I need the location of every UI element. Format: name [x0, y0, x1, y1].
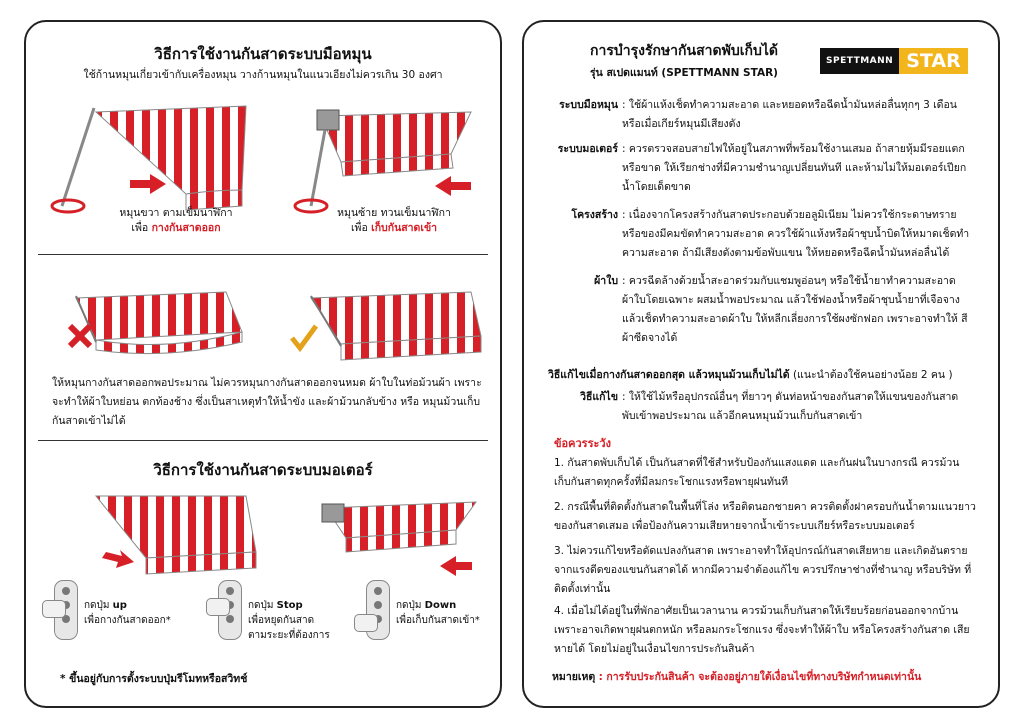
maintenance-item-label: ผ้าใบ	[594, 275, 618, 287]
hand-icon	[206, 598, 230, 616]
maintenance-item-label: ระบบมอเตอร์	[557, 143, 618, 155]
open-caption-prefix: เพื่อ	[131, 222, 152, 234]
stop-caption-line3: ตามระยะที่ต้องการ	[248, 630, 330, 641]
maintenance-item	[524, 96, 994, 140]
close-caption-line1: หมุนซ้าย ทวนเข็มนาฬิกา	[337, 207, 451, 219]
caution-item: 1. กันสาดพับเก็บได้ เป็นกันสาดที่ใช้สำหรับป้องกันแสงแดด และกันฝนในบางกรณี ควรม้วน เก็บกันสาดทุกครั้งที่มีลมกระโชกแรงหรือพายุฝนทันที	[554, 457, 960, 488]
close-caption-prefix: เพื่อ	[350, 222, 372, 234]
down-caption-prefix: กดปุ่ม	[396, 600, 425, 611]
caution-title: ข้อควรระวัง	[554, 437, 611, 450]
motor-awning-open-illustration	[76, 482, 276, 582]
up-caption-button: up	[112, 600, 127, 611]
close-caption-action: เก็บกันสาดเข้า	[371, 222, 438, 234]
maintenance-item-label: ระบบมือหมุน	[559, 99, 618, 111]
maintenance-item	[524, 206, 994, 270]
close-caption	[304, 206, 484, 236]
fix-title: วิธีแก้ไขเมื่อกางกันสาดออกสุด แล้วหมุนม้วนเก็บไม่ได้	[548, 369, 790, 381]
hand-icon	[354, 614, 378, 632]
rotate-clockwise-icon	[52, 200, 84, 212]
divider	[38, 440, 488, 441]
down-caption-button: Down	[424, 600, 457, 611]
open-caption	[86, 206, 266, 236]
fix-note: (แนะนำต้องใช้คนอย่างน้อย 2 คน )	[789, 369, 953, 381]
manual-subtitle: ใช้ก้านหมุนเกี่ยวเข้ากับเครื่องหมุน วางก้านหมุนในแนวเอียงไม่ควรเกิน 30 องศา	[83, 69, 443, 81]
wrong-cross-icon	[66, 322, 94, 350]
awning-open-illustration	[46, 94, 256, 224]
model-subtitle: รุ่น สเปดแมนท์ (SPETTMANN STAR)	[590, 67, 778, 79]
maintenance-item	[524, 140, 994, 204]
up-caption-prefix: กดปุ่ม	[84, 600, 113, 611]
open-caption-action: กางกันสาดออก	[151, 222, 221, 234]
up-caption	[84, 598, 171, 628]
arrow-down-right-icon	[102, 550, 134, 568]
right-panel	[522, 20, 1000, 708]
fix-label: วิธีแก้ไข	[580, 391, 618, 403]
logo-text-spettmann: SPETTMANN	[820, 48, 899, 74]
maintenance-item	[524, 272, 994, 348]
motor-title: วิธีการใช้งานกันสาดระบบมอเตอร์	[153, 461, 373, 479]
arrow-left-icon	[440, 556, 472, 576]
manual-title: วิธีการใช้งานกันสาดระบบมือหมุน	[154, 45, 372, 63]
maintenance-item-text: : เนื่องจากโครงสร้างกันสาดประกอบด้วยอลูมิเนียม ไม่ควรใช้กระดาษทราย หรือของมีคมขัดทำความสะอาด ควรใช้ผ้าแห้งหรือผ้าชุบน้ำบิดให้หมาดเช็ดทำ ความสะอาด ถ้ามีเสียงดังตามข้อพับแขน ให้หยอดหรือฉีดน้ำมันหล่อลื่นได้	[622, 209, 970, 259]
maintenance-title: การบำรุงรักษากันสาดพับเก็บได้	[590, 43, 778, 59]
logo-text-star: STAR	[899, 48, 968, 74]
stop-caption-line2: เพื่อหยุดกันสาด	[248, 615, 315, 626]
stop-caption-button: Stop	[276, 600, 303, 611]
open-caption-line1: หมุนขวา ตามเข็มนาฬิกา	[119, 207, 233, 219]
remark-label: หมายเหตุ	[552, 671, 596, 683]
arrow-right-icon	[130, 174, 166, 194]
correct-check-icon	[288, 322, 320, 354]
maintenance-item-text: : ควรตรวจสอบสายไฟให้อยู่ในสภาพที่พร้อมใช้งานเสมอ ถ้าสายหุ้มมีรอยแตก หรือขาด ให้เรียกช่างที่มีความชำนาญเปลี่ยนทันที และห้ามไม่ให้มอเตอร์เปียก น้ำโดยเด็ดขาด	[622, 143, 967, 193]
down-caption-line2: เพื่อเก็บกันสาดเข้า*	[396, 615, 480, 626]
up-caption-line2: เพื่อกางกันสาดออก*	[84, 615, 171, 626]
brand-logo	[820, 48, 968, 74]
remark-text: : การรับประกันสินค้า จะต้องอยู่ภายใต้เงื่อนไขที่ทางบริษัทกำหนดเท่านั้น	[598, 671, 922, 683]
fix-heading	[548, 366, 988, 383]
arrow-left-icon	[435, 176, 471, 196]
caution-item: 4. เมื่อไม่ได้อยู่ในที่พักอาศัยเป็นเวลานาน ควรม้วนเก็บกันสาดให้เรียบร้อยก่อนออกจากบ้าน เพราะอาจเกิดพายุฝนตกหนัก หรือลมกระโชกแรง ซึ่งจะทำให้ผ้าใบ หรือโครงสร้างกันสาด เสียหายได้ โดยไม่อยู่ในเงื่อนไขการประกันสินค้า	[554, 605, 970, 655]
stop-caption-prefix: กดปุ่ม	[248, 600, 277, 611]
caution-item: 2. กรณีพื้นที่ติดตั้งกันสาดในพื้นที่โล่ง หรือติดนอกชายคา ควรติดตั้งฝาครอบกันน้ำตามแนวยาว ของกันสาดเสมอ เพื่อป้องกันความเสียหายจากน้ำเข้าระบบเกียร์หรือระบบมอเตอร์	[554, 501, 976, 532]
warning-paragraph: ให้หมุนกางกันสาดออกพอประมาณ ไม่ควรหมุนกางกันสาดออกจนหมด ผ้าใบในท่อม้วนผ้า เพราะจะทำให้ผ้าใบหย่อน ตกท้องช้าง ซึ่งเป็นสาเหตุทำให้น้ำขัง และผ้าม้วนกลับข้าง หรือ หมุนม้วนเก็บกันสาดเข้าไม่ได้	[52, 377, 482, 427]
left-panel	[24, 20, 502, 708]
motor-awning-close-illustration	[296, 482, 496, 582]
divider	[38, 254, 488, 255]
footnote: * ขึ้นอยู่กับการตั้งระบบปุ่มรีโมทหรือสวิทช์	[60, 673, 248, 685]
fix-text: : ให้ใช้ไม้หรืออุปกรณ์อื่นๆ ที่ยาวๆ ดันท่อหน้าของกันสาดให้แขนของกันสาด พับเข้าพอประมาณ แล้วอีกคนหมุนม้วนเก็บกันสาดเข้า	[622, 391, 959, 422]
awning-close-illustration	[281, 94, 491, 224]
remark	[552, 668, 921, 685]
stop-caption	[248, 598, 330, 643]
hand-icon	[42, 600, 66, 618]
down-caption	[396, 598, 480, 628]
maintenance-item-label: โครงสร้าง	[571, 209, 618, 221]
maintenance-item-text: : ใช้ผ้าแห้งเช็ดทำความสะอาด และหยอดหรือฉีดน้ำมันหล่อลื่นทุกๆ 3 เดือน หรือเมื่อเกียร์หมุนมีเสียงดัง	[622, 99, 957, 130]
caution-item: 3. ไม่ควรแก้ไขหรือดัดแปลงกันสาด เพราะอาจทำให้อุปกรณ์กันสาดเสียหาย และเกิดอันตราย จากแรงดีดของแขนกันสาดได้ หากมีความจำต้องแก้ไข ควรปรึกษาช่างที่ชำนาญ หรือบริษัท ที่ติดตั้งเท่านั้น	[554, 545, 972, 595]
awning-overextended-illustration	[56, 268, 256, 368]
maintenance-item-text: : ควรฉีดล้างด้วยน้ำสะอาดร่วมกับแชมพูอ่อนๆ หรือใช้น้ำยาทำความสะอาด ผ้าใบโดยเฉพาะ ผสมน้ำพอประมาณ แล้วใช้ฟองน้ำหรือผ้าชุบน้ำยาที่เจือจาง แล้วเช็ดทำความสะอาดผ้าใบ ให้หลีกเลี่ยงการใช้ผงซักฟอก เพราะอาจทำให้ สีผ้าซีดจางได้	[622, 275, 968, 344]
